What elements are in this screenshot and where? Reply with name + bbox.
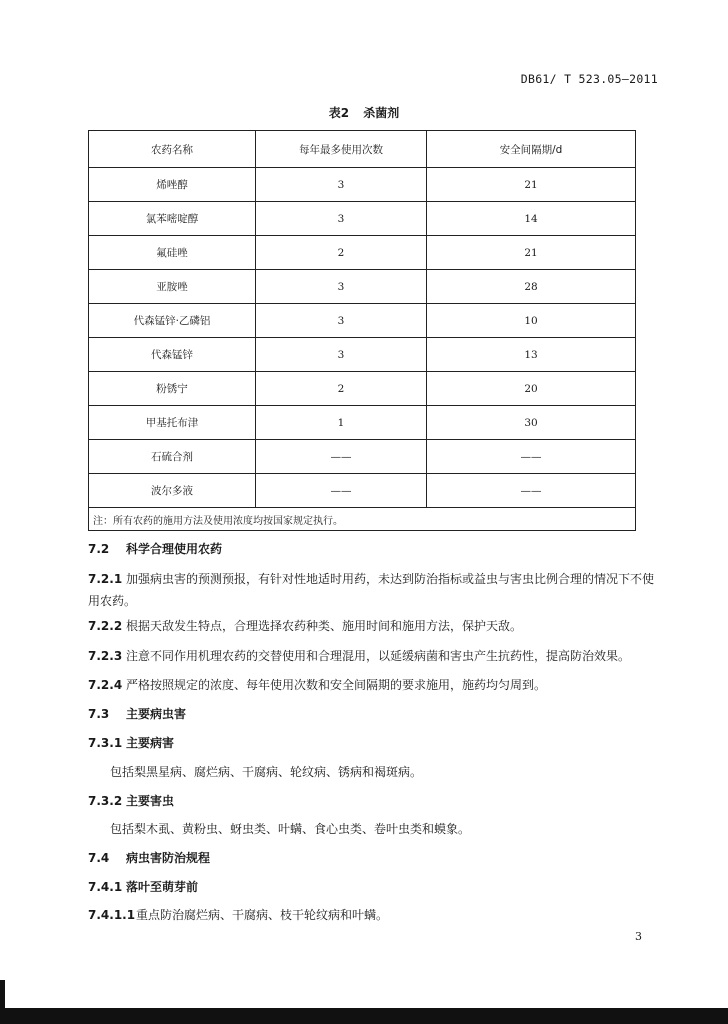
section-number: 7.4.1 <box>88 880 123 894</box>
section-number: 7.3 <box>88 707 110 721</box>
table-row <box>89 304 636 338</box>
safety-interval: 10 <box>427 304 636 338</box>
section-heading: 主要病害 <box>126 736 175 750</box>
clause-7-2-1 <box>88 568 658 612</box>
pesticide-name: 代森锰锌 <box>89 338 256 372</box>
section-7-4 <box>88 847 658 869</box>
max-uses: —— <box>256 474 427 508</box>
safety-interval: 20 <box>427 372 636 406</box>
clause-text: 严格按照规定的浓度、每年使用次数和安全间隔期的要求施用，施药均匀周到。 <box>126 678 547 692</box>
pesticide-table <box>88 130 636 531</box>
table-name: 杀菌剂 <box>363 106 400 120</box>
max-uses: —— <box>256 440 427 474</box>
max-uses: 3 <box>256 270 427 304</box>
section-7-3 <box>88 703 658 725</box>
safety-interval: 21 <box>427 236 636 270</box>
document-code: DB61/ T 523.05—2011 <box>520 72 658 86</box>
pesticide-name: 氟硅唑 <box>89 236 256 270</box>
section-heading: 病虫害防治规程 <box>126 851 211 865</box>
section-heading: 落叶至萌芽前 <box>126 880 199 894</box>
table-row <box>89 406 636 440</box>
scan-edge-bottom <box>0 1008 728 1024</box>
table-row <box>89 202 636 236</box>
clause-7-2-4 <box>88 674 658 696</box>
section-7-3-1 <box>88 732 658 754</box>
table-row <box>89 236 636 270</box>
clause-text: 重点防治腐烂病、干腐病、枝干轮纹病和叶螨。 <box>136 908 389 922</box>
table-row <box>89 270 636 304</box>
clause-number: 7.2.3 <box>88 649 123 663</box>
pesticide-name: 代森锰锌·乙磷铝 <box>89 304 256 338</box>
clause-text: 根据天敌发生特点，合理选择农药种类、施用时间和施用方法，保护天敌。 <box>126 619 523 633</box>
safety-interval: 14 <box>427 202 636 236</box>
max-uses: 3 <box>256 202 427 236</box>
paragraph-pests <box>88 818 680 840</box>
paragraph-text: 包括梨黑星病、腐烂病、干腐病、轮纹病、锈病和褐斑病。 <box>110 765 423 779</box>
table-row <box>89 168 636 202</box>
clause-number: 7.2.1 <box>88 572 123 586</box>
max-uses: 2 <box>256 236 427 270</box>
table-note-row <box>89 508 636 531</box>
table-title <box>0 104 728 121</box>
clause-7-4-1-1 <box>88 904 658 926</box>
pesticide-name: 亚胺唑 <box>89 270 256 304</box>
table-row <box>89 372 636 406</box>
safety-interval: 30 <box>427 406 636 440</box>
section-number: 7.3.1 <box>88 736 123 750</box>
section-heading: 主要害虫 <box>126 794 175 808</box>
max-uses: 3 <box>256 338 427 372</box>
paragraph-diseases <box>88 761 680 783</box>
section-heading: 科学合理使用农药 <box>126 542 223 556</box>
paragraph-text: 包括梨木虱、黄粉虫、蚜虫类、叶螨、食心虫类、卷叶虫类和蟆象。 <box>110 822 471 836</box>
column-header-name: 农药名称 <box>89 131 256 168</box>
pesticide-name: 氯苯嘧啶醇 <box>89 202 256 236</box>
section-number: 7.3.2 <box>88 794 123 808</box>
section-7-4-1 <box>88 876 658 898</box>
table-note: 注：所有农药的施用方法及使用浓度均按国家规定执行。 <box>89 508 636 531</box>
safety-interval: 21 <box>427 168 636 202</box>
section-number: 7.4 <box>88 851 110 865</box>
column-header-times: 每年最多使用次数 <box>256 131 427 168</box>
safety-interval: —— <box>427 474 636 508</box>
section-7-3-2 <box>88 790 658 812</box>
table-number: 表2 <box>328 106 350 120</box>
clause-text: 注意不同作用机理农药的交替使用和合理混用，以延缓病菌和害虫产生抗药性，提高防治效果。 <box>126 649 631 663</box>
section-number: 7.2 <box>88 542 110 556</box>
clause-7-2-3 <box>88 645 658 667</box>
safety-interval: 28 <box>427 270 636 304</box>
clause-text: 加强病虫害的预测预报，有针对性地适时用药，未达到防治指标或益虫与害虫比例合理的情况下不使用农药。 <box>88 572 655 608</box>
max-uses: 2 <box>256 372 427 406</box>
safety-interval: —— <box>427 440 636 474</box>
pesticide-name: 粉锈宁 <box>89 372 256 406</box>
safety-interval: 13 <box>427 338 636 372</box>
max-uses: 3 <box>256 168 427 202</box>
clause-number: 7.2.4 <box>88 678 123 692</box>
max-uses: 1 <box>256 406 427 440</box>
max-uses: 3 <box>256 304 427 338</box>
column-header-interval: 安全间隔期/d <box>427 131 636 168</box>
pesticide-name: 甲基托布津 <box>89 406 256 440</box>
table-row <box>89 474 636 508</box>
page-number: 3 <box>635 930 642 943</box>
pesticide-name: 波尔多液 <box>89 474 256 508</box>
clause-number: 7.2.2 <box>88 619 123 633</box>
section-7-2 <box>88 538 658 560</box>
clause-7-2-2 <box>88 615 658 637</box>
section-heading: 主要病虫害 <box>126 707 187 721</box>
table-row <box>89 338 636 372</box>
pesticide-name: 石硫合剂 <box>89 440 256 474</box>
table-row <box>89 440 636 474</box>
pesticide-name: 烯唑醇 <box>89 168 256 202</box>
table-header-row <box>89 131 636 168</box>
clause-number: 7.4.1.1 <box>88 908 136 922</box>
